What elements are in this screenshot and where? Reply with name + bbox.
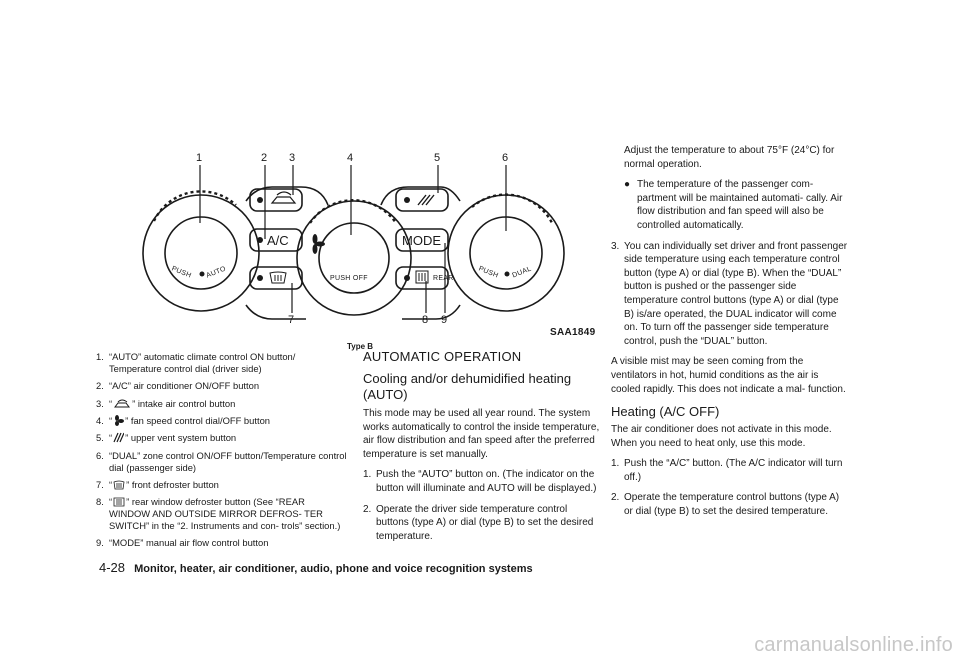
rear-defroster-icon — [113, 497, 125, 507]
automatic-operation-section — [363, 349, 600, 550]
footer-section-title: Monitor, heater, air conditioner, audio, phone and voice recognition systems — [134, 563, 533, 575]
callout-3: 3 — [289, 152, 296, 164]
bullet-item: ● The temperature of the passenger com- partment will be maintained automati- cally. Air flow distribution and fan speed will also be controlled automatically. — [624, 179, 843, 231]
rear-defrost-indicator — [404, 275, 410, 281]
adjust-temperature-text: Adjust the temperature to about 75°F (24°C) for normal operation. — [624, 145, 835, 170]
callout-1: 1 — [196, 152, 203, 164]
figure-legend — [96, 351, 348, 555]
section-heading: AUTOMATIC OPERATION — [363, 349, 522, 364]
heating-subheading: Heating (A/C OFF) — [611, 404, 720, 420]
callout-8: 8 — [422, 314, 429, 326]
cooling-paragraph: This mode may be used all year round. The system works automatically to control the inside temperature, air flow distribution and fan speed after the preferred temperature is set manually. — [363, 408, 600, 460]
callout-9: 9 — [441, 314, 448, 326]
fan-icon — [113, 415, 124, 426]
legend-item: 1. “AUTO” automatic climate control ON button/ Temperature control dial (driver side) — [96, 351, 296, 374]
front-defrost-indicator — [257, 275, 263, 281]
ac-button-label: A/C — [267, 233, 289, 248]
dual-indicator — [505, 272, 510, 277]
legend-item: 2. “A/C” air conditioner ON/OFF button — [96, 380, 260, 392]
figure-code: SAA1849 — [550, 327, 596, 338]
panel-top-mid — [301, 187, 328, 205]
callout-2: 2 — [261, 152, 268, 164]
panel-bottom-right — [402, 305, 460, 319]
legend-item: 5. “ ” upper vent system button — [96, 432, 237, 444]
legend-item: 6. “DUAL” zone control ON/OFF button/Temperature control dial (passenger side) — [96, 449, 347, 473]
left-dial-outer — [143, 195, 259, 311]
legend-item: 9. “MODE” manual air flow control button — [96, 537, 269, 549]
step-item: 1. Push the “AUTO” button on. (The indicator on the button will illuminate and AUTO will be displayed.) — [363, 469, 597, 494]
panel-bottom-left — [246, 305, 306, 319]
mode-button-label: MODE — [402, 233, 441, 248]
front-defroster-icon — [113, 480, 125, 490]
climate-panel-drawing — [96, 143, 600, 343]
rear-button-label: REAR — [433, 275, 454, 282]
climate-control-figure — [96, 143, 600, 343]
left-dial-inner — [165, 217, 237, 289]
legend-item: 7. “ ” front defroster button — [96, 478, 219, 490]
middle-dial-label: PUSH OFF — [330, 275, 368, 282]
right-column — [611, 144, 850, 526]
upper-vent-indicator — [404, 197, 410, 203]
watermark: carmanualsonline.info — [754, 634, 953, 656]
upper-vent-symbol — [418, 195, 434, 205]
figure-caption: Type B — [346, 342, 374, 351]
callout-5: 5 — [434, 152, 441, 164]
legend-item: 3. “ ” intake air control button — [96, 397, 236, 409]
left-dial-auto-label: AUTO — [205, 265, 228, 280]
left-dial-push-label: PUSH — [170, 265, 193, 280]
auto-indicator — [200, 272, 205, 277]
mist-paragraph: A visible mist may be seen coming from the ventilators in hot, humid conditions as the air is cooled rapidly. This does not indicate a mal- function. — [611, 356, 846, 395]
step-3: 3. You can individually set driver and front passenger side temperature using each temperature control button (type A) or dial (type B). When the “DUAL” button is pushed or the passenger side temperature control buttons (type A) or dial (type B) is/are operated, the DUAL indicator will come on. To turn off the passenger side temperature control, push the “DUAL” button. — [611, 240, 848, 347]
cooling-steps — [363, 468, 600, 543]
heating-paragraph: The air conditioner does not activate in this mode. When you need to heat only, use this mode. — [611, 424, 832, 449]
page-footer — [99, 560, 859, 575]
legend-item: 4. “ ” fan speed control dial/OFF button — [96, 414, 270, 426]
recirc-indicator — [257, 197, 263, 203]
callout-4: 4 — [347, 152, 354, 164]
heating-steps — [611, 457, 850, 518]
callout-6: 6 — [502, 152, 509, 164]
legend-item: 8. “ ” rear window defroster button (See “REAR WINDOW AND OUTSIDE MIRROR DEFROS- TER SWITCH” in the “2. Instruments and con- trols” section.) — [96, 496, 341, 531]
right-dial-ticks — [472, 195, 552, 223]
step-item: 2. Operate the temperature control buttons (type A) or dial (type B) to set the desired temperature. — [611, 492, 840, 518]
recirculation-icon — [113, 399, 131, 409]
right-dial-push-label: PUSH — [477, 265, 500, 280]
front-defrost-symbol — [270, 272, 286, 283]
fan-symbol — [313, 234, 326, 254]
page-number: 4-28 — [99, 560, 126, 575]
recirc-car-symbol — [272, 192, 295, 203]
middle-dial-inner — [319, 223, 389, 293]
right-dial-dual-label: DUAL — [511, 265, 533, 280]
callout-7: 7 — [288, 314, 295, 326]
ac-indicator — [257, 237, 263, 243]
step-item: 2. Operate the driver side temperature control buttons (type A) or dial (type B) to set the desired temperature. — [363, 503, 594, 542]
cooling-subheading: Cooling and/or dehumidified heating (AUTO) — [363, 371, 572, 402]
step-item: 1. Push the “A/C” button. (The A/C indicator will turn off.) — [611, 458, 843, 483]
upper-vent-icon — [113, 432, 124, 443]
middle-dial-ticks — [310, 200, 396, 223]
